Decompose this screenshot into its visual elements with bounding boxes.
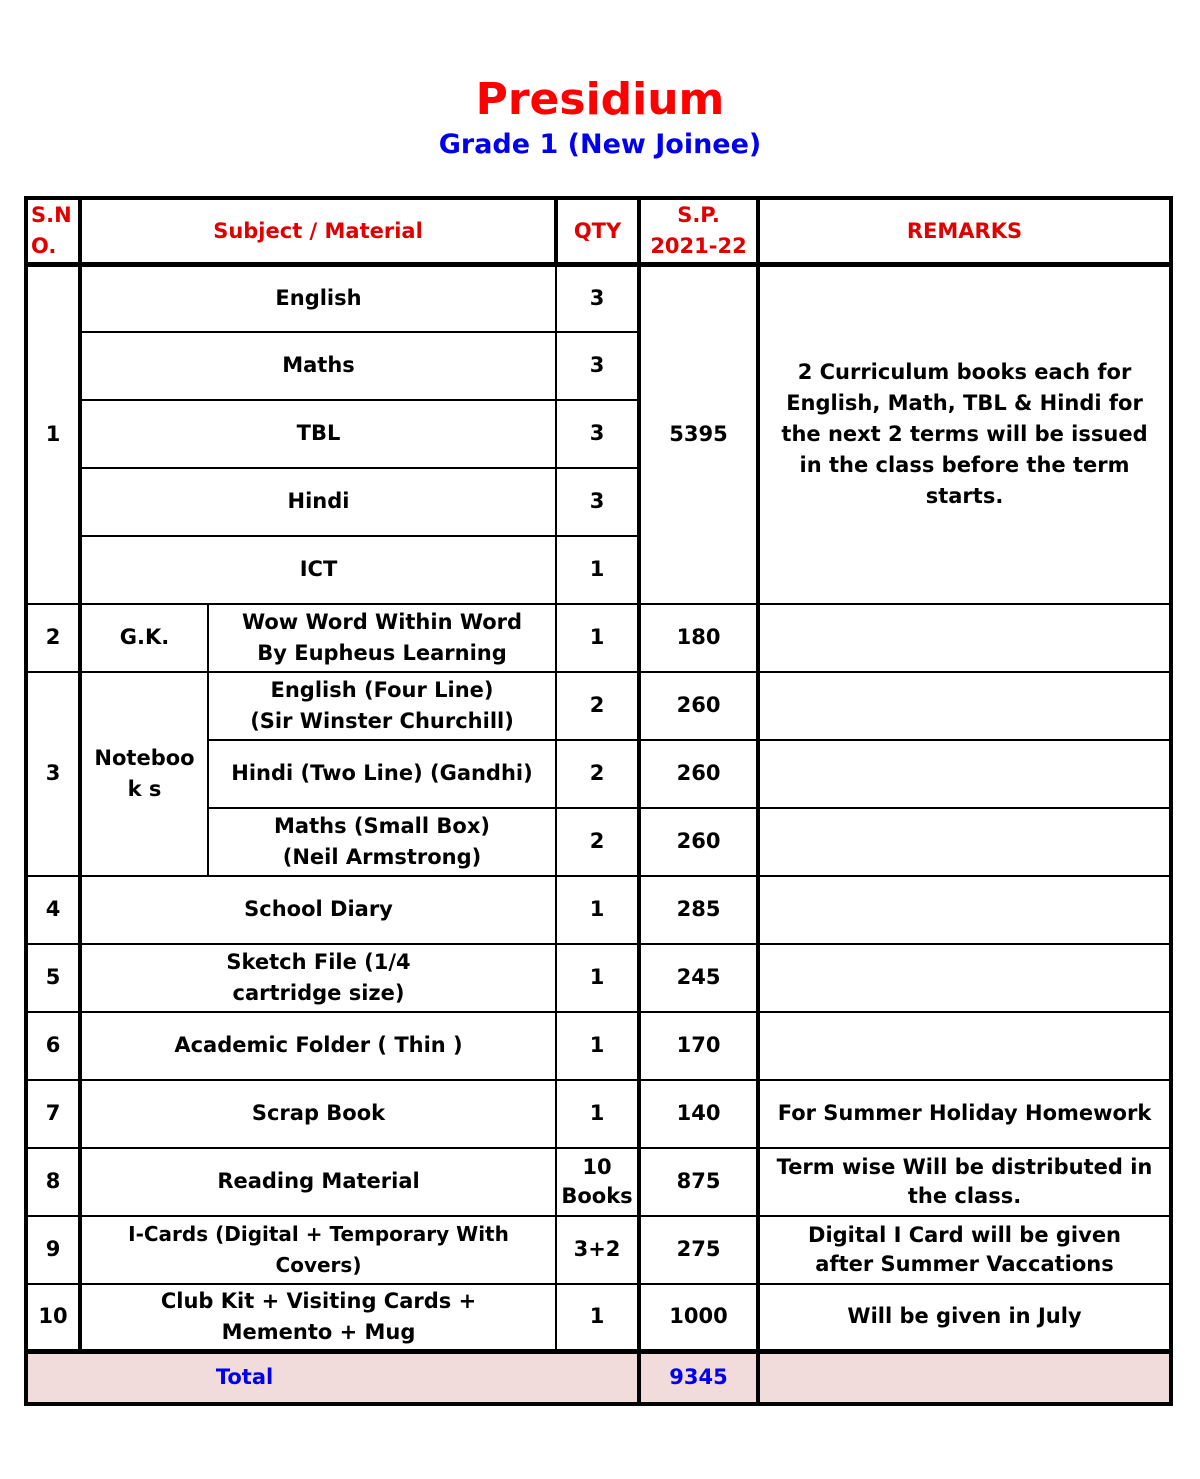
table-row (26, 265, 1171, 332)
qty-cell: 2 (556, 808, 639, 876)
table-row (26, 1216, 1171, 1284)
qty-cell: 1 (556, 536, 639, 604)
subject-cell: English (Four Line) (Sir Winster Churchill) (208, 672, 556, 740)
page-subtitle: Grade 1 (New Joinee) (438, 129, 762, 160)
sp-cell: 140 (639, 1080, 758, 1148)
subject-cell: ICT (80, 536, 556, 604)
qty-cell: 3 (556, 332, 639, 400)
table-row (26, 1148, 1171, 1216)
header-sno: S.N O. (26, 198, 80, 265)
qty-cell: 1 (556, 1284, 639, 1352)
qty-cell: 3 (556, 265, 639, 332)
sno-cell: 4 (26, 876, 80, 944)
subject-cell: Reading Material (80, 1148, 556, 1216)
book-list-table (24, 196, 1173, 1406)
qty-cell: 10 Books (556, 1148, 639, 1216)
sno-cell: 10 (26, 1284, 80, 1352)
subject-cell: Maths (80, 332, 556, 400)
sp-cell: 260 (639, 740, 758, 808)
header-sp: S.P. 2021-22 (639, 198, 758, 265)
remarks-cell: For Summer Holiday Homework (758, 1080, 1171, 1148)
qty-cell: 1 (556, 1080, 639, 1148)
header-qty: QTY (556, 198, 639, 265)
sp-cell: 180 (639, 604, 758, 672)
total-label: Total (26, 1352, 639, 1404)
qty-cell: 1 (556, 604, 639, 672)
table-row (26, 1080, 1171, 1148)
sp-cell: 5395 (639, 265, 758, 604)
sno-cell: 9 (26, 1216, 80, 1284)
table-row (26, 1012, 1171, 1080)
remarks-cell (758, 876, 1171, 944)
qty-cell: 3 (556, 400, 639, 468)
subject-cell: TBL (80, 400, 556, 468)
qty-cell: 2 (556, 672, 639, 740)
sno-cell: 8 (26, 1148, 80, 1216)
subject-cell: Scrap Book (80, 1080, 556, 1148)
table-row (26, 876, 1171, 944)
sno-cell: 7 (26, 1080, 80, 1148)
sno-cell: 1 (26, 265, 80, 604)
total-value: 9345 (639, 1352, 758, 1404)
table-row (26, 672, 1171, 740)
qty-cell: 1 (556, 1012, 639, 1080)
qty-cell: 3+2 (556, 1216, 639, 1284)
subject-cell: Wow Word Within Word By Eupheus Learning (208, 604, 556, 672)
sno-cell: 6 (26, 1012, 80, 1080)
sno-cell: 5 (26, 944, 80, 1012)
subject-cell: English (80, 265, 556, 332)
sp-cell: 170 (639, 1012, 758, 1080)
header-row (26, 198, 1171, 265)
remarks-cell (758, 808, 1171, 876)
total-remarks-cell (758, 1352, 1171, 1404)
remarks-cell: Digital I Card will be given after Summer Vaccations (758, 1216, 1171, 1284)
subject-cell: Maths (Small Box) (Neil Armstrong) (208, 808, 556, 876)
table-row (26, 1284, 1171, 1352)
remarks-cell (758, 740, 1171, 808)
sp-cell: 285 (639, 876, 758, 944)
remarks-cell (758, 604, 1171, 672)
remarks-cell: 2 Curriculum books each for English, Math, TBL & Hindi for the next 2 terms will be issued in the class before the term starts. (758, 265, 1171, 604)
sno-cell: 3 (26, 672, 80, 876)
remarks-cell (758, 672, 1171, 740)
category-cell: G.K. (80, 604, 208, 672)
subject-cell: Club Kit + Visiting Cards + Memento + Mug (80, 1284, 556, 1352)
qty-cell: 2 (556, 740, 639, 808)
sp-cell: 260 (639, 808, 758, 876)
subject-cell: Sketch File (1/4 cartridge size) (80, 944, 556, 1012)
qty-cell: 1 (556, 944, 639, 1012)
category-cell: Notebook s (80, 672, 208, 876)
subject-cell: School Diary (80, 876, 556, 944)
qty-cell: 3 (556, 468, 639, 536)
remarks-cell (758, 1012, 1171, 1080)
sp-cell: 1000 (639, 1284, 758, 1352)
subject-cell: Academic Folder ( Thin ) (80, 1012, 556, 1080)
header-remarks: REMARKS (758, 198, 1171, 265)
page-title: Presidium (475, 74, 725, 125)
total-row (26, 1352, 1171, 1404)
sp-cell: 875 (639, 1148, 758, 1216)
sp-cell: 245 (639, 944, 758, 1012)
qty-cell: 1 (556, 876, 639, 944)
sno-cell: 2 (26, 604, 80, 672)
sp-cell: 260 (639, 672, 758, 740)
subject-cell: Hindi (80, 468, 556, 536)
sp-cell: 275 (639, 1216, 758, 1284)
remarks-cell: Will be given in July (758, 1284, 1171, 1352)
subject-cell: I-Cards (Digital + Temporary With Covers) (80, 1216, 556, 1284)
header-subject: Subject / Material (80, 198, 556, 265)
remarks-cell (758, 944, 1171, 1012)
table-row (26, 944, 1171, 1012)
subject-cell: Hindi (Two Line) (Gandhi) (208, 740, 556, 808)
table-row (26, 604, 1171, 672)
remarks-cell: Term wise Will be distributed in the class. (758, 1148, 1171, 1216)
